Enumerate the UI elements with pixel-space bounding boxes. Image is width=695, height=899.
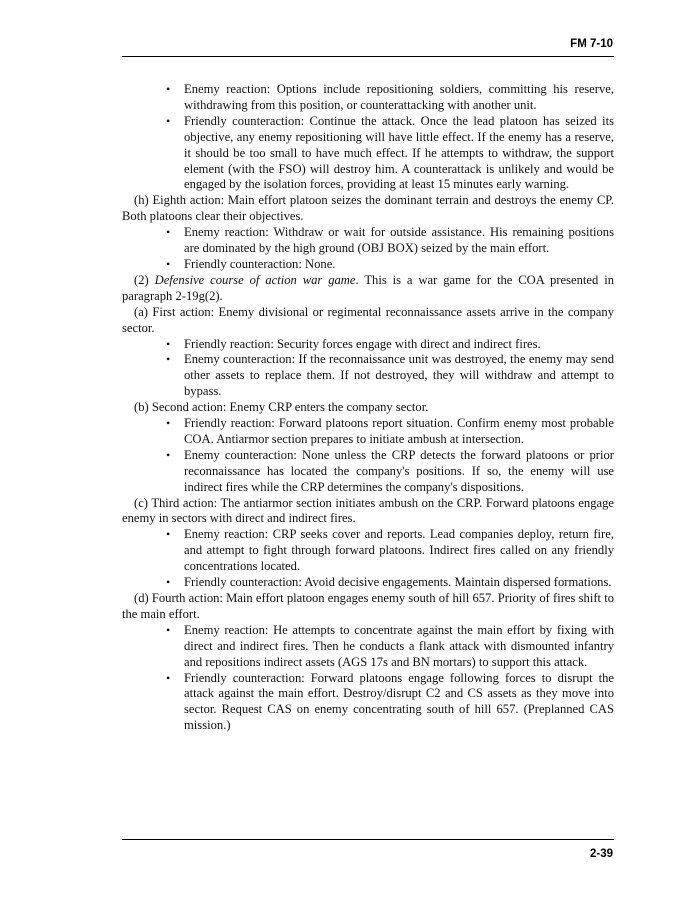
bullet-group — [122, 337, 614, 401]
bullet-group — [122, 527, 614, 591]
manual-header: FM 7-10 — [570, 38, 613, 50]
emphasis-title: Defensive course of action war game — [154, 272, 356, 287]
bullet-icon: • — [166, 622, 171, 637]
paragraph: (c) Third action: The antiarmor section initiates ambush on the CRP. Forward platoons engage enemy in sectors with direct and indirect fires. — [122, 495, 614, 526]
bullet-item: • Enemy reaction: Options include repositioning soldiers, committing his reserve, withdrawing from this position, or counterattacking with another unit. — [166, 82, 614, 112]
bullet-icon: • — [166, 416, 171, 431]
page-number: 2-39 — [589, 848, 613, 860]
footer-rule — [122, 839, 614, 840]
bullet-icon: • — [166, 113, 171, 128]
bullet-item: • Friendly counteraction: Continue the attack. Once the lead platoon has seized its objective, any enemy repositioning will have little effect. If the enemy has a reserve, it should be too small to have much effect. If he attempts to withdraw, the support element (with the FSO) will destroy him. A counterattack is unlikely and would be engaged by the isolation forces, providing at least 15 minutes early warning. — [166, 113, 614, 192]
bullet-group — [122, 416, 614, 496]
header-rule — [122, 56, 614, 57]
paragraph: (b) Second action: Enemy CRP enters the company sector. — [134, 400, 429, 415]
bullet-item: • Enemy reaction: Withdraw or wait for outside assistance. His remaining positions are dominated by the high ground (OBJ BOX) seized by the main effort. — [166, 225, 614, 256]
bullet-icon: • — [166, 670, 171, 685]
paragraph-defensive-coa: (2) Defensive course of action war game. This is a war game for the COA presented in paragraph 2-19g(2). — [122, 272, 614, 303]
bullet-icon: • — [166, 82, 171, 96]
page-body — [122, 82, 614, 734]
bullet-item: • Enemy reaction: He attempts to concentrate against the main effort by fixing with direct and indirect fires. Then he conducts a flank attack with dismounted infantry and repositions indirect assets (AGS 17s and BN mortars) to support this attack. — [166, 622, 614, 669]
bullet-item: • Enemy counteraction: If the reconnaissance unit was destroyed, the enemy may send other assets to replace them. If not destroyed, they will withdraw and attempt to bypass. — [166, 352, 614, 399]
paragraph: (h) Eighth action: Main effort platoon seizes the dominant terrain and destroys the enemy CP. Both platoons clear their objectives. — [122, 193, 614, 224]
bullet-item: • Friendly counteraction: Forward platoons engage following forces to disrupt the attack against the main effort. Destroy/disrupt C2 and CS assets as they move into sector. Request CAS on enemy concentrating south of hill 657. (Preplanned CAS mission.) — [166, 670, 614, 733]
bullet-icon: • — [166, 225, 171, 240]
bullet-icon: • — [166, 352, 171, 367]
paragraph: (d) Fourth action: Main effort platoon engages enemy south of hill 657. Priority of fires shift to the main effort. — [122, 591, 614, 621]
bullet-group — [122, 225, 614, 273]
bullet-group — [122, 82, 614, 193]
bullet-icon: • — [166, 447, 171, 462]
bullet-icon: • — [166, 256, 171, 271]
paragraph: (a) First action: Enemy divisional or regimental reconnaissance assets arrive in the company sector. — [122, 304, 614, 335]
bullet-icon: • — [166, 575, 171, 590]
bullet-item: • Friendly reaction: Security forces engage with direct and indirect fires. — [166, 336, 541, 351]
bullet-item: • Friendly counteraction: Avoid decisive engagements. Maintain dispersed formations. — [166, 575, 612, 590]
bullet-icon: • — [166, 336, 171, 351]
bullet-item: • Friendly counteraction: None. — [166, 256, 336, 271]
bullet-item: • Enemy counteraction: None unless the CRP detects the forward platoons or prior reconnaissance has located the company's positions. If so, the enemy will use indirect fires while the CRP determines the company's dispositions. — [166, 447, 614, 494]
bullet-group — [122, 623, 614, 734]
bullet-item: • Friendly reaction: Forward platoons report situation. Confirm enemy most probable COA. Antiarmor section prepares to initiate ambush at intersection. — [166, 416, 614, 446]
bullet-item: • Enemy reaction: CRP seeks cover and reports. Lead companies deploy, return fire, and attempt to fight through forward platoons. Indirect fires called on any friendly concentrations located. — [166, 527, 614, 574]
bullet-icon: • — [166, 527, 171, 542]
